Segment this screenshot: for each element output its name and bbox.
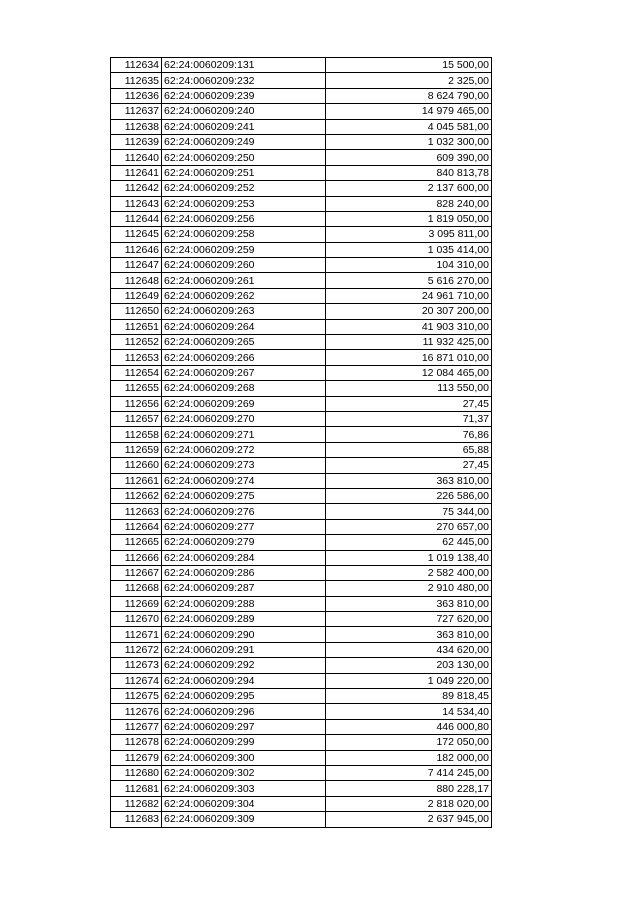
table-row xyxy=(111,119,492,134)
cadastral-value-cell: 20 307 200,00 xyxy=(326,304,492,319)
cadastral-number-cell: 62:24:0060209:270 xyxy=(162,411,326,426)
cadastral-value-cell: 27,45 xyxy=(326,396,492,411)
cadastral-number-cell: 62:24:0060209:272 xyxy=(162,442,326,457)
cadastral-number-cell: 62:24:0060209:265 xyxy=(162,335,326,350)
table-row xyxy=(111,196,492,211)
row-id-cell: 112657 xyxy=(111,411,162,426)
cadastral-value-cell: 609 390,00 xyxy=(326,150,492,165)
cadastral-value-cell: 27,45 xyxy=(326,458,492,473)
cadastral-value-cell: 12 084 465,00 xyxy=(326,365,492,380)
cadastral-value-cell: 76,86 xyxy=(326,427,492,442)
cadastral-number-cell: 62:24:0060209:264 xyxy=(162,319,326,334)
table-body xyxy=(111,58,492,828)
cadastral-value-cell: 840 813,78 xyxy=(326,165,492,180)
cadastral-value-cell: 2 637 945,00 xyxy=(326,812,492,827)
cadastral-value-cell: 113 550,00 xyxy=(326,381,492,396)
table-row xyxy=(111,642,492,657)
row-id-cell: 112654 xyxy=(111,365,162,380)
row-id-cell: 112640 xyxy=(111,150,162,165)
table-row xyxy=(111,735,492,750)
cadastral-number-cell: 62:24:0060209:299 xyxy=(162,735,326,750)
table-row xyxy=(111,365,492,380)
table-row xyxy=(111,350,492,365)
table-row xyxy=(111,381,492,396)
cadastral-value-cell: 4 045 581,00 xyxy=(326,119,492,134)
table-row xyxy=(111,273,492,288)
cadastral-number-cell: 62:24:0060209:291 xyxy=(162,642,326,657)
row-id-cell: 112656 xyxy=(111,396,162,411)
cadastral-number-cell: 62:24:0060209:261 xyxy=(162,273,326,288)
cadastral-value-cell: 226 586,00 xyxy=(326,488,492,503)
row-id-cell: 112660 xyxy=(111,458,162,473)
row-id-cell: 112669 xyxy=(111,596,162,611)
row-id-cell: 112677 xyxy=(111,719,162,734)
table-row xyxy=(111,596,492,611)
cadastral-value-cell: 2 818 020,00 xyxy=(326,796,492,811)
row-id-cell: 112653 xyxy=(111,350,162,365)
table-row xyxy=(111,211,492,226)
row-id-cell: 112638 xyxy=(111,119,162,134)
table-row xyxy=(111,796,492,811)
row-id-cell: 112661 xyxy=(111,473,162,488)
table-row xyxy=(111,104,492,119)
cadastral-number-cell: 62:24:0060209:250 xyxy=(162,150,326,165)
cadastral-value-cell: 14 979 465,00 xyxy=(326,104,492,119)
cadastral-number-cell: 62:24:0060209:302 xyxy=(162,765,326,780)
cadastral-number-cell: 62:24:0060209:303 xyxy=(162,781,326,796)
cadastral-value-cell: 14 534,40 xyxy=(326,704,492,719)
cadastral-number-cell: 62:24:0060209:289 xyxy=(162,612,326,627)
table-row xyxy=(111,227,492,242)
cadastral-number-cell: 62:24:0060209:249 xyxy=(162,134,326,149)
cadastral-number-cell: 62:24:0060209:304 xyxy=(162,796,326,811)
cadastral-value-cell: 62 445,00 xyxy=(326,535,492,550)
row-id-cell: 112681 xyxy=(111,781,162,796)
cadastral-value-cell: 5 616 270,00 xyxy=(326,273,492,288)
row-id-cell: 112658 xyxy=(111,427,162,442)
table-row xyxy=(111,335,492,350)
row-id-cell: 112650 xyxy=(111,304,162,319)
row-id-cell: 112671 xyxy=(111,627,162,642)
row-id-cell: 112637 xyxy=(111,104,162,119)
row-id-cell: 112643 xyxy=(111,196,162,211)
cadastral-number-cell: 62:24:0060209:253 xyxy=(162,196,326,211)
table-row xyxy=(111,58,492,73)
row-id-cell: 112666 xyxy=(111,550,162,565)
cadastral-number-cell: 62:24:0060209:268 xyxy=(162,381,326,396)
cadastral-number-cell: 62:24:0060209:267 xyxy=(162,365,326,380)
cadastral-number-cell: 62:24:0060209:252 xyxy=(162,181,326,196)
row-id-cell: 112674 xyxy=(111,673,162,688)
row-id-cell: 112662 xyxy=(111,488,162,503)
row-id-cell: 112648 xyxy=(111,273,162,288)
cadastral-number-cell: 62:24:0060209:294 xyxy=(162,673,326,688)
cadastral-number-cell: 62:24:0060209:251 xyxy=(162,165,326,180)
cadastral-value-cell: 7 414 245,00 xyxy=(326,765,492,780)
table-row xyxy=(111,73,492,88)
table-row xyxy=(111,612,492,627)
cadastral-value-cell: 828 240,00 xyxy=(326,196,492,211)
cadastral-number-cell: 62:24:0060209:262 xyxy=(162,288,326,303)
cadastral-number-cell: 62:24:0060209:273 xyxy=(162,458,326,473)
row-id-cell: 112647 xyxy=(111,258,162,273)
table-row xyxy=(111,258,492,273)
row-id-cell: 112683 xyxy=(111,812,162,827)
cadastral-number-cell: 62:24:0060209:259 xyxy=(162,242,326,257)
row-id-cell: 112676 xyxy=(111,704,162,719)
cadastral-value-cell: 11 932 425,00 xyxy=(326,335,492,350)
table-row xyxy=(111,134,492,149)
cadastral-number-cell: 62:24:0060209:239 xyxy=(162,88,326,103)
row-id-cell: 112646 xyxy=(111,242,162,257)
cadastral-number-cell: 62:24:0060209:276 xyxy=(162,504,326,519)
cadastral-value-cell: 1 035 414,00 xyxy=(326,242,492,257)
table-row xyxy=(111,304,492,319)
row-id-cell: 112635 xyxy=(111,73,162,88)
table-row xyxy=(111,396,492,411)
row-id-cell: 112670 xyxy=(111,612,162,627)
cadastral-value-cell: 3 095 811,00 xyxy=(326,227,492,242)
cadastral-number-cell: 62:24:0060209:292 xyxy=(162,658,326,673)
row-id-cell: 112675 xyxy=(111,689,162,704)
cadastral-value-cell: 880 228,17 xyxy=(326,781,492,796)
row-id-cell: 112655 xyxy=(111,381,162,396)
cadastral-value-cell: 270 657,00 xyxy=(326,519,492,534)
cadastral-value-cell: 1 819 050,00 xyxy=(326,211,492,226)
cadastral-value-cell: 1 049 220,00 xyxy=(326,673,492,688)
table-row xyxy=(111,519,492,534)
cadastral-number-cell: 62:24:0060209:263 xyxy=(162,304,326,319)
row-id-cell: 112665 xyxy=(111,535,162,550)
table-row xyxy=(111,88,492,103)
table-row xyxy=(111,535,492,550)
table-row xyxy=(111,750,492,765)
cadastral-number-cell: 62:24:0060209:297 xyxy=(162,719,326,734)
cadastral-value-cell: 2 137 600,00 xyxy=(326,181,492,196)
cadastral-number-cell: 62:24:0060209:279 xyxy=(162,535,326,550)
cadastral-value-cell: 446 000,80 xyxy=(326,719,492,734)
cadastral-value-cell: 24 961 710,00 xyxy=(326,288,492,303)
table-row xyxy=(111,427,492,442)
cadastral-value-cell: 434 620,00 xyxy=(326,642,492,657)
cadastral-number-cell: 62:24:0060209:277 xyxy=(162,519,326,534)
cadastral-number-cell: 62:24:0060209:232 xyxy=(162,73,326,88)
table-row xyxy=(111,627,492,642)
row-id-cell: 112679 xyxy=(111,750,162,765)
cadastral-number-cell: 62:24:0060209:309 xyxy=(162,812,326,827)
row-id-cell: 112636 xyxy=(111,88,162,103)
cadastral-number-cell: 62:24:0060209:269 xyxy=(162,396,326,411)
cadastral-value-cell: 104 310,00 xyxy=(326,258,492,273)
cadastral-value-cell: 182 000,00 xyxy=(326,750,492,765)
row-id-cell: 112645 xyxy=(111,227,162,242)
cadastral-value-cell: 75 344,00 xyxy=(326,504,492,519)
table-row xyxy=(111,504,492,519)
cadastral-value-cell: 1 019 138,40 xyxy=(326,550,492,565)
cadastral-value-cell: 727 620,00 xyxy=(326,612,492,627)
cadastral-number-cell: 62:24:0060209:131 xyxy=(162,58,326,73)
row-id-cell: 112663 xyxy=(111,504,162,519)
row-id-cell: 112651 xyxy=(111,319,162,334)
cadastral-value-cell: 89 818,45 xyxy=(326,689,492,704)
cadastral-number-cell: 62:24:0060209:286 xyxy=(162,565,326,580)
row-id-cell: 112644 xyxy=(111,211,162,226)
cadastral-value-cell: 1 032 300,00 xyxy=(326,134,492,149)
cadastral-value-cell: 16 871 010,00 xyxy=(326,350,492,365)
cadastral-value-cell: 8 624 790,00 xyxy=(326,88,492,103)
cadastral-value-cell: 2 325,00 xyxy=(326,73,492,88)
cadastral-number-cell: 62:24:0060209:274 xyxy=(162,473,326,488)
table-row xyxy=(111,242,492,257)
row-id-cell: 112652 xyxy=(111,335,162,350)
table-row xyxy=(111,704,492,719)
cadastral-number-cell: 62:24:0060209:266 xyxy=(162,350,326,365)
cadastral-number-cell: 62:24:0060209:260 xyxy=(162,258,326,273)
row-id-cell: 112634 xyxy=(111,58,162,73)
cadastral-number-cell: 62:24:0060209:275 xyxy=(162,488,326,503)
row-id-cell: 112668 xyxy=(111,581,162,596)
cadastral-number-cell: 62:24:0060209:284 xyxy=(162,550,326,565)
table-row xyxy=(111,673,492,688)
row-id-cell: 112682 xyxy=(111,796,162,811)
table-row xyxy=(111,288,492,303)
cadastral-value-cell: 172 050,00 xyxy=(326,735,492,750)
table-row xyxy=(111,565,492,580)
cadastral-number-cell: 62:24:0060209:287 xyxy=(162,581,326,596)
table-row xyxy=(111,442,492,457)
cadastral-value-cell: 71,37 xyxy=(326,411,492,426)
table-row xyxy=(111,411,492,426)
cadastral-value-cell: 2 910 480,00 xyxy=(326,581,492,596)
cadastral-value-cell: 363 810,00 xyxy=(326,473,492,488)
cadastral-value-cell: 65,88 xyxy=(326,442,492,457)
cadastral-number-cell: 62:24:0060209:288 xyxy=(162,596,326,611)
cadastral-number-cell: 62:24:0060209:295 xyxy=(162,689,326,704)
cadastral-value-cell: 2 582 400,00 xyxy=(326,565,492,580)
row-id-cell: 112673 xyxy=(111,658,162,673)
table-row xyxy=(111,165,492,180)
row-id-cell: 112649 xyxy=(111,288,162,303)
table-row xyxy=(111,488,492,503)
cadastral-number-cell: 62:24:0060209:300 xyxy=(162,750,326,765)
table-row xyxy=(111,319,492,334)
cadastral-number-cell: 62:24:0060209:240 xyxy=(162,104,326,119)
row-id-cell: 112664 xyxy=(111,519,162,534)
row-id-cell: 112642 xyxy=(111,181,162,196)
table-row xyxy=(111,181,492,196)
table-row xyxy=(111,765,492,780)
table-row xyxy=(111,719,492,734)
table-row xyxy=(111,473,492,488)
cadastral-value-cell: 363 810,00 xyxy=(326,596,492,611)
cadastral-value-table xyxy=(110,57,492,828)
cadastral-number-cell: 62:24:0060209:296 xyxy=(162,704,326,719)
row-id-cell: 112639 xyxy=(111,134,162,149)
cadastral-value-cell: 15 500,00 xyxy=(326,58,492,73)
row-id-cell: 112672 xyxy=(111,642,162,657)
table-row xyxy=(111,812,492,827)
cadastral-value-cell: 41 903 310,00 xyxy=(326,319,492,334)
table-row xyxy=(111,550,492,565)
table-row xyxy=(111,781,492,796)
row-id-cell: 112641 xyxy=(111,165,162,180)
row-id-cell: 112678 xyxy=(111,735,162,750)
cadastral-number-cell: 62:24:0060209:256 xyxy=(162,211,326,226)
table-row xyxy=(111,150,492,165)
table-row xyxy=(111,581,492,596)
cadastral-number-cell: 62:24:0060209:290 xyxy=(162,627,326,642)
cadastral-number-cell: 62:24:0060209:241 xyxy=(162,119,326,134)
cadastral-number-cell: 62:24:0060209:271 xyxy=(162,427,326,442)
row-id-cell: 112667 xyxy=(111,565,162,580)
cadastral-value-cell: 363 810,00 xyxy=(326,627,492,642)
table-row xyxy=(111,658,492,673)
cadastral-number-cell: 62:24:0060209:258 xyxy=(162,227,326,242)
table-row xyxy=(111,458,492,473)
row-id-cell: 112680 xyxy=(111,765,162,780)
table-row xyxy=(111,689,492,704)
row-id-cell: 112659 xyxy=(111,442,162,457)
cadastral-value-cell: 203 130,00 xyxy=(326,658,492,673)
